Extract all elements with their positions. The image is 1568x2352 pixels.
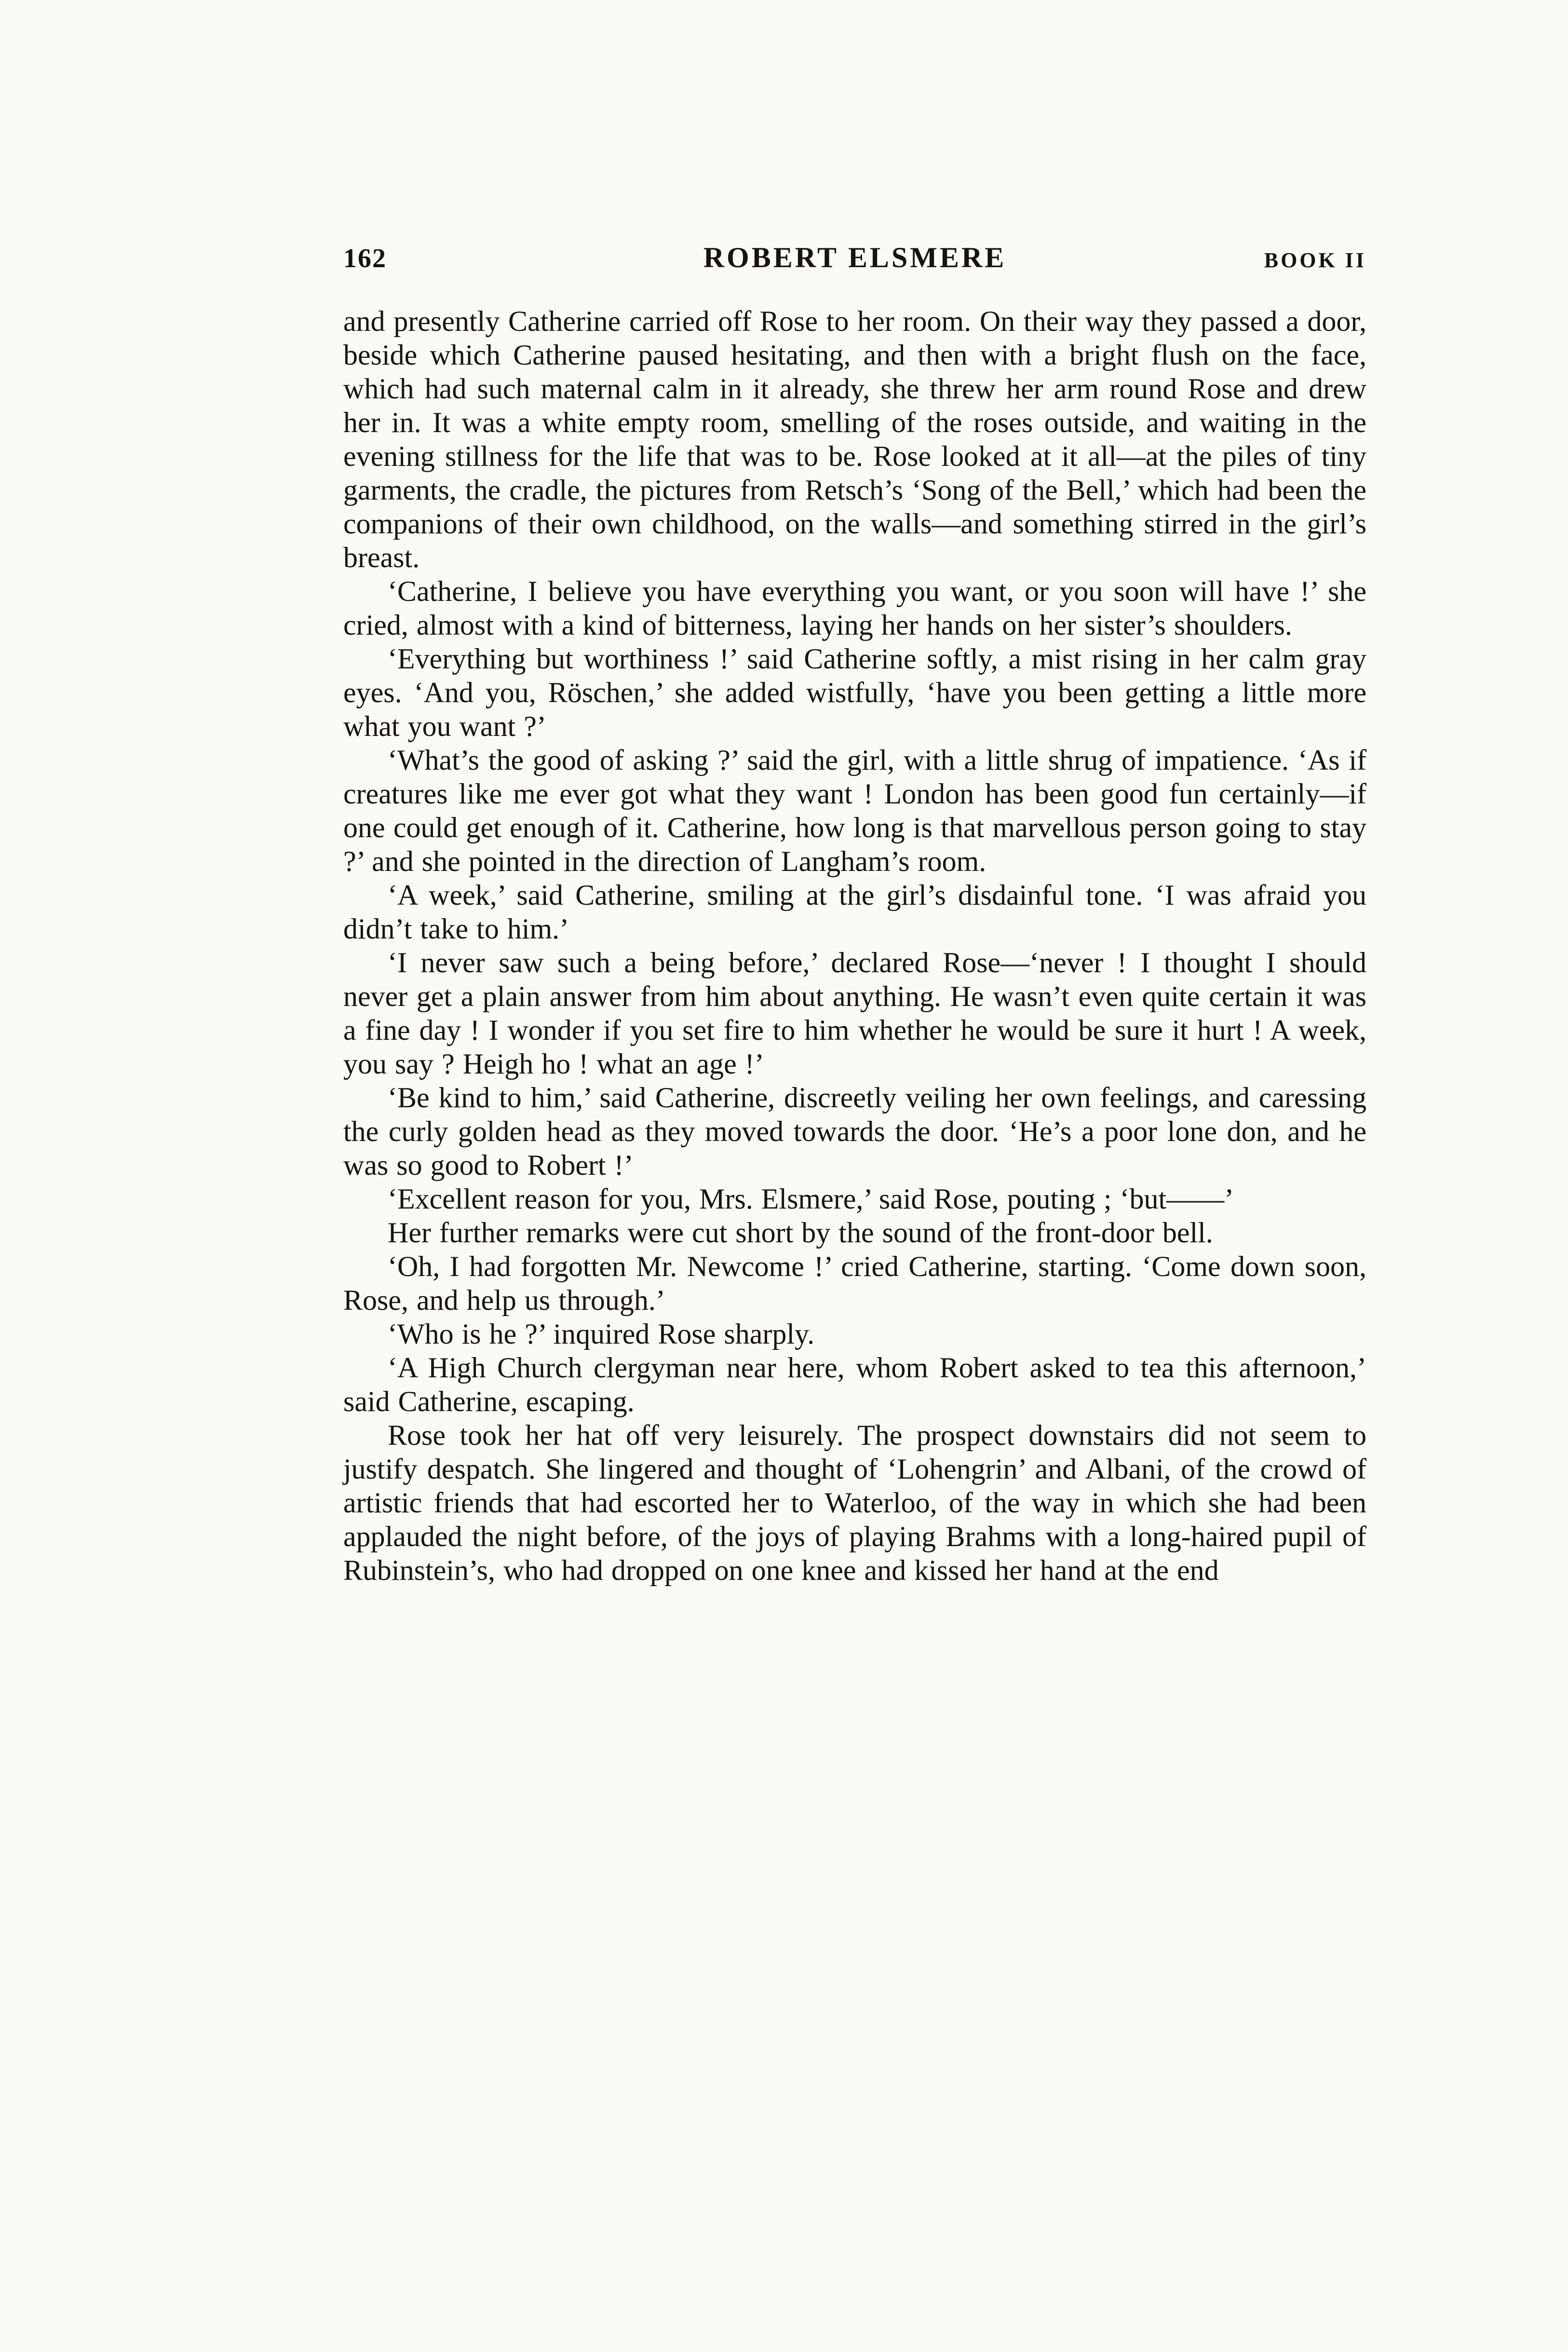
paragraph: ‘Catherine, I believe you have everything you want, or you soon will have !’ she cried, almost with a kind of bitterness, laying her hands on her sister’s shoulders. (343, 575, 1366, 641)
paragraph: ‘What’s the good of asking ?’ said the girl, with a little shrug of impatience. ‘As if creatures like me ever got what they want ! London has been good fun certainly—if one could get enough of it. Catherine, how long is that marvellous person going to stay ?’ and she pointed in the direction of Langham’s room. (343, 744, 1366, 877)
paragraph: and presently Catherine carried off Rose to her room. On their way they passed a door, beside which Catherine paused hesitating, and then with a bright flush on the face, which had such maternal calm in it already, she threw her arm round Rose and drew her in. It was a white empty room, smelling of the roses outside, and waiting in the evening stillness for the life that was to be. Rose looked at it all—at the piles of tiny garments, the cradle, the pictures from Retsch’s ‘Song of the Bell,’ which had been the companions of their own childhood, on the walls—and something stirred in the girl’s breast. (343, 305, 1366, 573)
text-column (343, 241, 1366, 1587)
paragraph: Her further remarks were cut short by the sound of the front-door bell. (388, 1217, 1213, 1249)
paragraph: ‘Excellent reason for you, Mrs. Elsmere,’ said Rose, pouting ; ‘but——’ (388, 1183, 1234, 1215)
paragraph: ‘Oh, I had forgotten Mr. Newcome !’ cried Catherine, starting. ‘Come down soon, Rose, and help us through.’ (343, 1251, 1366, 1316)
paragraph: ‘A week,’ said Catherine, smiling at the girl’s disdainful tone. ‘I was afraid you didn’t take to him.’ (343, 879, 1366, 945)
paragraph: ‘Everything but worthiness !’ said Catherine softly, a mist rising in her calm gray eyes. ‘And you, Röschen,’ she added wistfully, ‘have you been getting a little more what you want ?’ (343, 643, 1366, 742)
paragraph: ‘I never saw such a being before,’ declared Rose—‘never ! I thought I should never get a plain answer from him about anything. He wasn’t even quite certain it was a fine day ! I wonder if you set fire to him whether he would be sure it hurt ! A week, you say ? Heigh ho ! what an age !’ (343, 947, 1366, 1080)
page-header (343, 241, 1366, 274)
book-label: BOOK II (1264, 248, 1366, 272)
running-title: ROBERT ELSMERE (703, 242, 1007, 273)
paragraph: Rose took her hat off very leisurely. The prospect downstairs did not seem to justify despatch. She lingered and thought of ‘Lohengrin’ and Albani, of the crowd of artistic friends that had escorted her to Waterloo, of the way in which she had been applauded the night before, of the joys of playing Brahms with a long-haired pupil of Rubinstein’s, who had dropped on one knee and kissed her hand at the end (343, 1419, 1366, 1586)
paragraph: ‘Be kind to him,’ said Catherine, discreetly veiling her own feelings, and caressing the curly golden head as they moved towards the door. ‘He’s a poor lone don, and he was so good to Robert !’ (343, 1082, 1366, 1181)
page-number: 162 (343, 244, 387, 273)
paragraph: ‘Who is he ?’ inquired Rose sharply. (388, 1318, 815, 1350)
paragraph: ‘A High Church clergyman near here, whom Robert asked to tea this afternoon,’ said Catherine, escaping. (343, 1352, 1366, 1417)
page-text (343, 304, 1366, 1587)
